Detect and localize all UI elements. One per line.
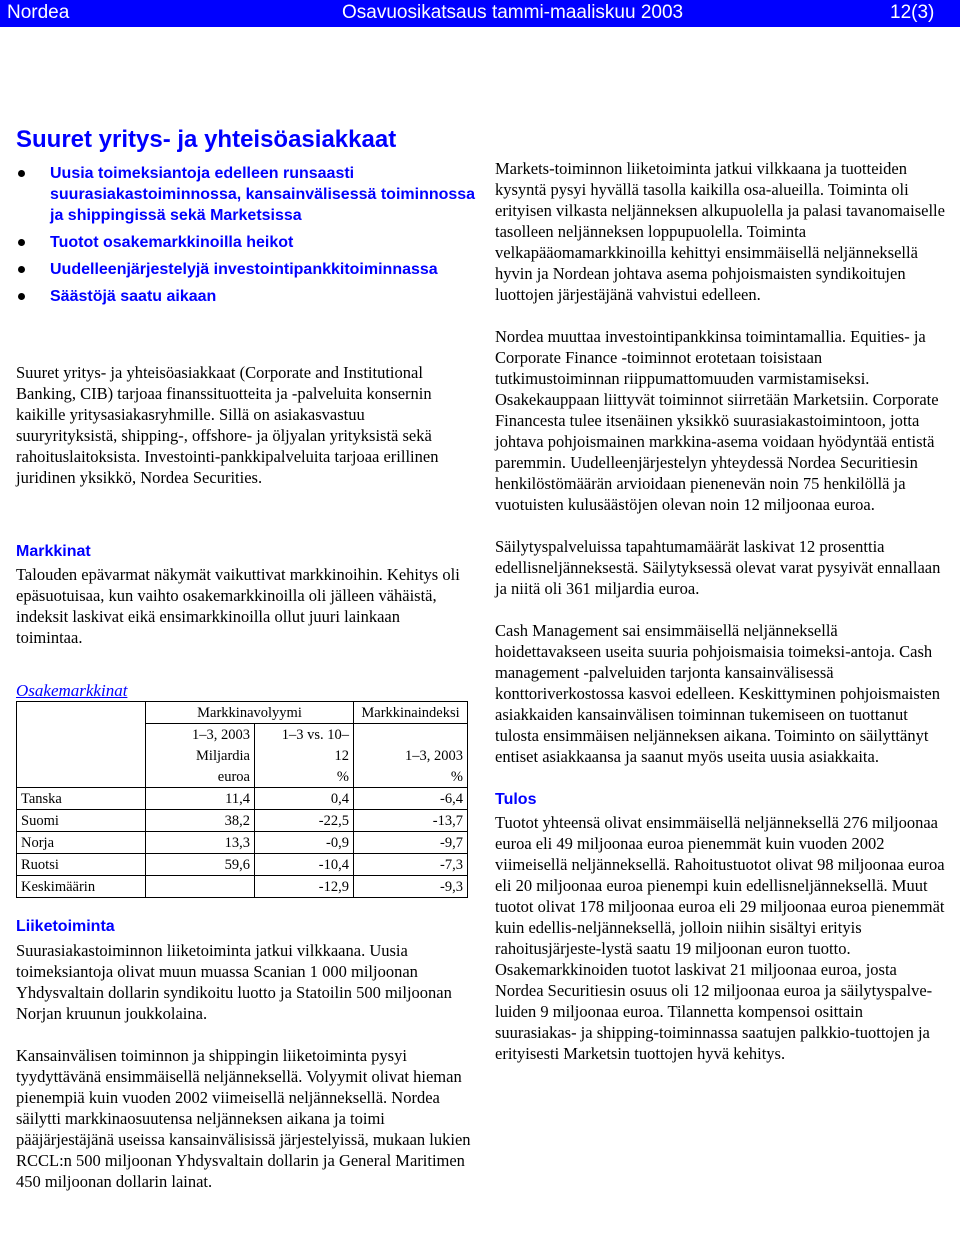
index-value: -6,4	[354, 788, 468, 810]
tulos-paragraph: Tuotot yhteensä olivat ensimmäisellä neljänneksellä 276 miljoonaa euroa eli 49 miljoonaa euroa pienemmät kuin vuoden 2002 viimeisellä neljänneksellä. Rahoitustuotot olivat 98 miljoonaa euroa eli 20 miljoonaa euroa pienempi kuin edellisneljänneksellä. Muut tuotot olivat 178 miljoonaa euroa eli 29 miljoonaa euroa pienemmät kuin edellis-neljänneksellä, jolloin niihin sisältyi erityis rahoitusjärjeste-lystä saatu 19 miljoonan euron tuotto. Osakemarkkinoiden tuotot laskivat 21 miljoonaa euroa, josta Nordea Securitiesin osuus oli 12 miljoonaa euroa ja säilytyspalve-luiden 9 miljoonaa euroa. Tilannetta kompensoi osittain suurasiakas- ja shipping-toiminnassa saatujen palkkio-tuottojen ja erityisesti Marketsin tuottojen hyvä kehitys.	[495, 813, 945, 1063]
index-value: -9,7	[354, 832, 468, 854]
section-title: Suuret yritys- ja yhteisöasiakkaat	[16, 126, 397, 153]
table-row	[17, 832, 468, 854]
col3-header-line2: 1–3, 2003	[354, 745, 468, 766]
change-value: 0,4	[255, 788, 354, 810]
group-index-header: Markkinaindeksi	[354, 702, 468, 724]
investment-bank-paragraph: Nordea muuttaa investointipankkinsa toimintamallia. Equities- ja Corporate Finance -toiminnot erotetaan toisistaan tutkimustoiminnan riippumattomuuden varmistamiseksi. Osakekauppaan liittyvät toiminnot siirretään Marketsiin. Corporate Financesta tulee itsenäinen yksikkö suurasiakastoimintoon, jotta johtava pohjoismainen markkina-asema voidaan hyödyntää entistä paremmin. Uudelleenjärjestelyn yhteydessä Nordea Securitiesin henkilöstömäärän arvioidaan pienenevän noin 75 henkilöllä ja vuotuisten kulusäästöjen olevan noin 12 miljoonaa euroa.	[495, 327, 939, 514]
highlights-list	[16, 163, 476, 313]
row-label: Suomi	[17, 810, 146, 832]
table-row	[17, 876, 468, 898]
col1-header-line1: 1–3, 2003	[146, 724, 255, 746]
volume-value: 11,4	[146, 788, 255, 810]
col1-header-line2: Miljardia	[146, 745, 255, 766]
markkinat-heading: Markkinat	[16, 543, 91, 560]
row-label: Ruotsi	[17, 854, 146, 876]
change-value: -22,5	[255, 810, 354, 832]
highlight-item: Tuotot osakemarkkinoilla heikot	[16, 232, 476, 253]
col1-header-line3: euroa	[146, 766, 255, 788]
page-header	[0, 0, 960, 27]
liiketoiminta-paragraph-2: Kansainvälisen toiminnon ja shippingin liiketoiminta pysyi tyydyttävänä ensimmäisellä neljänneksellä. Volyymit olivat hieman pienempiä kuin vuoden 2002 viimeisellä neljänneksellä. Nordea säilytti markkinaosuutensa neljänneksen aikana ja toimi pääjärjestäjänä useissa kansainvälisissä järjestelyissä, mukaan lukien RCCL:n 500 miljoonan Yhdysvaltain dollarin ja General Maritimen 450 miljoonan dollarin lainat.	[16, 1046, 471, 1191]
col2-header-line1: 1–3 vs. 10–	[255, 724, 354, 746]
highlight-item: Uudelleenjärjestelyjä investointipankkitoiminnassa	[16, 259, 476, 280]
liiketoiminta-section	[16, 918, 471, 1192]
row-label: Tanska	[17, 788, 146, 810]
markkinat-text: Talouden epävarmat näkymät vaikuttivat markkinoihin. Kehitys oli epäsuotuisaa, kun vaihto osakemarkkinoilla oli jälleen vähäistä, indeksit laskivat eikä ensimarkkinoilla ollut juuri lainkaan toimintaa.	[16, 565, 460, 647]
intro-paragraph: Suuret yritys- ja yhteisöasiakkaat (Corporate and Institutional Banking, CIB) tarjoaa finanssituotteita ja -palveluita konsernin kaikille yritysasiakasryhmille. Sillä on asiakasvastuu suuryrityksistä, shipping-, offshore- ja öljyalan yrityksistä sekä rahoituslaitoksista. Investointi-pankkipalveluita tarjoaa erillinen juridinen yksikkö, Nordea Securities.	[16, 363, 439, 487]
change-value: -12,9	[255, 876, 354, 898]
row-label: Norja	[17, 832, 146, 854]
volume-value: 13,3	[146, 832, 255, 854]
header-page-number: 12(3)	[890, 2, 935, 23]
volume-value: 38,2	[146, 810, 255, 832]
market-table	[16, 701, 468, 898]
cash-management-paragraph: Cash Management sai ensimmäisellä neljänneksellä hoidettavakseen useita suuria pohjoismaisia toimeksi-antoja. Cash management -palveluiden tarjonta kansainvälisessä konttoriverkostossa kasvoi edelleen. Keskittyminen pohjoismaisten asiakkaiden kansainvälisen toiminnan tukemiseen on tuottanut tulosta ensimmäisen neljänneksen aikana. Toiminto on säilyttänyt entiset asiakkaansa ja saanut myös useita uusia asiakkaita.	[495, 621, 940, 766]
col2-header-line3: %	[255, 766, 354, 788]
custody-paragraph: Säilytyspalveluissa tapahtumamäärät laskivat 12 prosenttia edellisneljänneksestä. Säilytyksessä olevat varat pysyivät ennallaan ja niitä oli 361 miljardia euroa.	[495, 537, 941, 598]
right-column	[495, 158, 945, 1064]
table-row	[17, 854, 468, 876]
index-value: -9,3	[354, 876, 468, 898]
table-caption: Osakemarkkinat	[16, 681, 128, 700]
row-label: Keskimäärin	[17, 876, 146, 898]
index-value: -7,3	[354, 854, 468, 876]
liiketoiminta-heading: Liiketoiminta	[16, 918, 115, 935]
change-value: -0,9	[255, 832, 354, 854]
markets-paragraph: Markets-toiminnon liiketoiminta jatkui vilkkaana ja tuotteiden kysyntä pysyi hyvällä tasolla kaikilla osa-alueilla. Toiminta oli erityisen vilkasta neljänneksen alkupuolella ja palasi tavanomaiselle tasolleen neljänneksen loppupuolella. Toiminta velkapääomamarkkinoilla kehittyi ensimmäisellä neljänneksellä hyvin ja Nordean johtava asema pohjoismaisten syndikoitujen luottojen järjestäjänä vahvistui edelleen.	[495, 159, 945, 304]
volume-value	[146, 876, 255, 898]
col2-header-line2: 12	[255, 745, 354, 766]
table-row	[17, 810, 468, 832]
header-report-title: Osavuosikatsaus tammi-maaliskuu 2003	[342, 2, 684, 23]
col3-header-line1	[354, 724, 468, 746]
tulos-heading: Tulos	[495, 791, 537, 808]
col3-header-line3: %	[354, 766, 468, 788]
table-row	[17, 788, 468, 810]
change-value: -10,4	[255, 854, 354, 876]
group-volume-header: Markkinavolyymi	[146, 702, 354, 724]
highlight-item: Uusia toimeksiantoja edelleen runsaasti suurasiakastoiminnossa, kansainvälisessä toiminnossa ja shippingissä sekä Marketsissa	[16, 163, 476, 226]
markkinat-section	[16, 543, 466, 648]
liiketoiminta-paragraph-1: Suurasiakastoiminnon liiketoiminta jatkui vilkkaana. Uusia toimeksiantoja olivat muun muassa Scanian 1 000 miljoonan Yhdysvaltain dollarin syndikoitu luotto ja Statoilin 500 miljoonan Norjan kruunun joukkolaina.	[16, 941, 452, 1023]
header-company: Nordea	[7, 2, 70, 23]
volume-value: 59,6	[146, 854, 255, 876]
index-value: -13,7	[354, 810, 468, 832]
highlight-item: Säästöjä saatu aikaan	[16, 286, 476, 307]
